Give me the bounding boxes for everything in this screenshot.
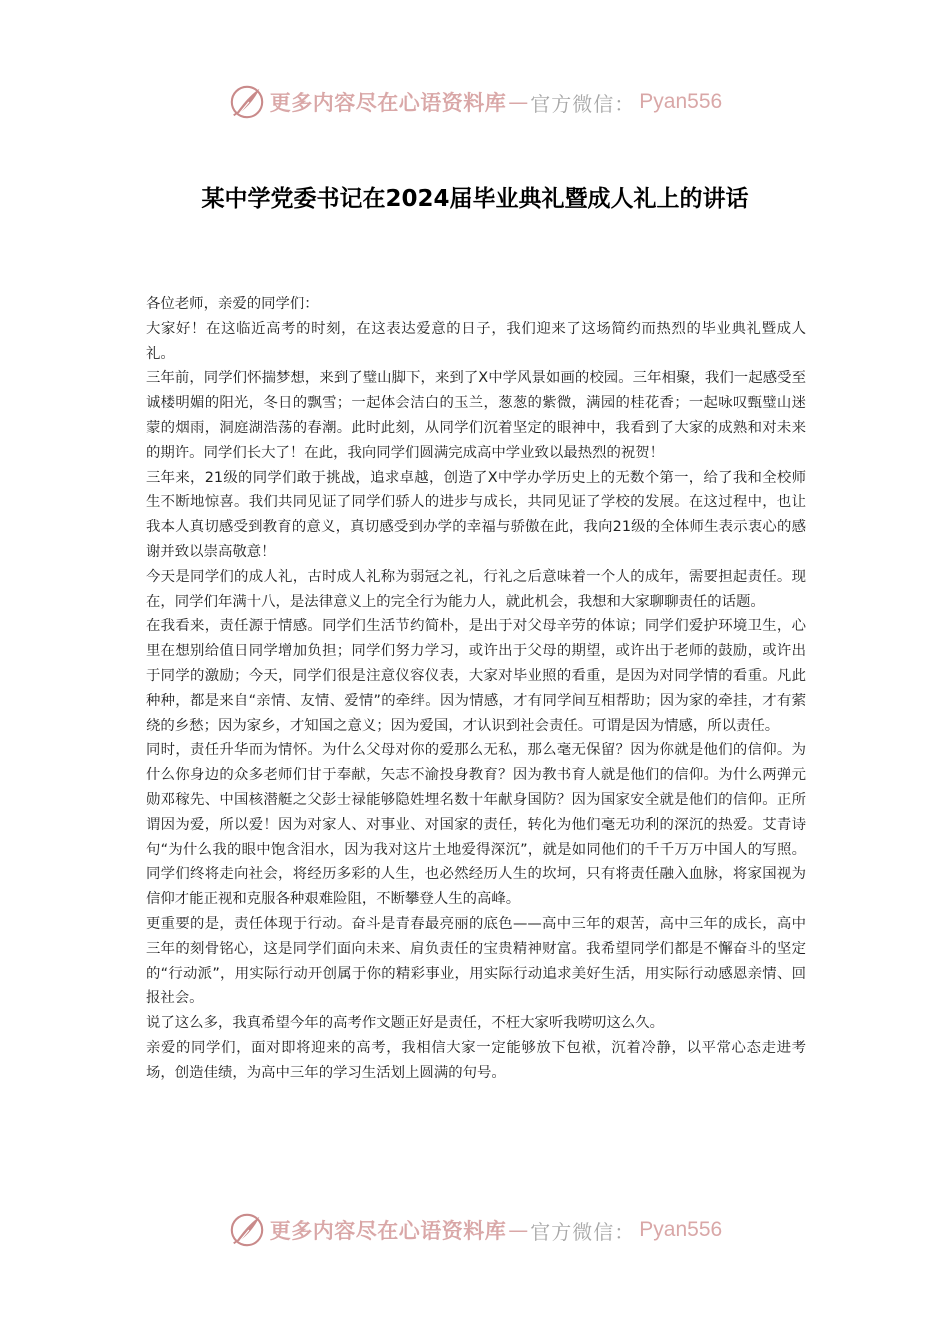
watermark-channel-text: 官方微信： <box>530 91 636 116</box>
document-title: 某中学党委书记在2024届毕业典礼暨成人礼上的讲话 <box>201 186 749 212</box>
body-paragraph: 说了这么多，我真希望今年的高考作文题正好是责任，不枉大家听我唠叨这么久。 <box>146 1015 665 1032</box>
body-paragraph: 三年前，同学们怀揣梦想，来到了璧山脚下，来到了X中学风景如画的校园。三年相聚，我们一起感受至诚楼明媚的阳光，冬日的飘雪；一起体会洁白的玉兰，葱葱的紫微，满园的桂花香；一起咏叹甄璧山迷蒙的烟雨，洞庭湖浩荡的春潮。此时此刻，从同学们沉着坚定的眼神中，我看到了大家的成熟和对未来的期许。同学们长大了！在此，我向同学们圆满完成高中学业致以最热烈的祝贺！ <box>146 370 806 461</box>
body-paragraph: 在我看来，责任源于情感。同学们生活节约简朴，是出于对父母辛劳的体谅；同学们爱护环境卫生，心里在想别给值日同学增加负担；同学们努力学习，或许出于父母的期望，或许出于老师的鼓励，或许出于同学的激励；今天，同学们很是注意仪容仪表，大家对毕业照的看重，是因为对同学情的看重。凡此种种，都是来自“亲情、友情、爱情”的牵绊。因为情感，才有同学间互相帮助；因为家的牵挂，才有萦绕的乡愁；因为家乡，才知国之意义；因为爱国，才认识到社会责任。可谓是因为情感，所以责任。 <box>146 618 806 734</box>
body-paragraph: 同时，责任升华而为情怀。为什么父母对你的爱那么无私，那么毫无保留？因为你就是他们的信仰。为什么你身边的众多老师们甘于奉献，矢志不渝投身教育？因为教书育人就是他们的信仰。为什么两弹元勋邓稼先、中国核潜艇之父彭士禄能够隐姓埋名数十年献身国防？因为国家安全就是他们的信仰。正所谓因为爱，所以爱！因为对家人、对事业、对国家的责任，转化为他们毫无功利的深沉的热爱。艾青诗句“为什么我的眼中饱含泪水，因为我对这片土地爱得深沉”，就是如同他们的千千万万中国人的写照。同学们终将走向社会，将经历多彩的人生，也必然经历人生的坎坷，只有将责任融入血脉，将家国视为信仰才能正视和克服各种艰难险阻，不断攀登人生的高峰。 <box>146 742 806 908</box>
watermark-brand-text: 更多内容尽在心语资料库 <box>269 1218 507 1243</box>
watermark-channel-text: 官方微信： <box>530 1219 636 1244</box>
quill-pen-logo-icon <box>228 1211 266 1249</box>
footer-watermark <box>0 1210 950 1250</box>
watermark-account-id: Pyan556 <box>639 1218 723 1241</box>
watermark-account-id: Pyan556 <box>639 90 723 113</box>
header-watermark <box>0 82 950 122</box>
watermark-brand-text: 更多内容尽在心语资料库 <box>269 90 507 115</box>
body-paragraph: 今天是同学们的成人礼，古时成人礼称为弱冠之礼，行礼之后意味着一个人的成年，需要担起责任。现在，同学们年满十八，是法律意义上的完全行为能力人，就此机会，我想和大家聊聊责任的话题。 <box>146 568 806 610</box>
watermark-separator: — <box>508 90 529 114</box>
watermark-separator: — <box>508 1218 529 1242</box>
body-paragraph: 更重要的是，责任体现于行动。奋斗是青春最亮丽的底色——高中三年的艰苦，高中三年的成长，高中三年的刻骨铭心，这是同学们面向未来、肩负责任的宝贵精神财富。我希望同学们都是不懈奋斗的坚定的“行动派”，用实际行动开创属于你的精彩事业，用实际行动追求美好生活，用实际行动感恩亲情、回报社会。 <box>146 915 806 1007</box>
closing-paragraph: 亲爱的同学们，面对即将迎来的高考，我相信大家一定能够放下包袱，沉着冷静，以平常心态走进考场，创造佳绩，为高中三年的学习生活划上圆满的句号。 <box>146 1039 806 1081</box>
body-paragraph: 大家好！在这临近高考的时刻，在这表达爱意的日子，我们迎来了这场简约而热烈的毕业典礼暨成人礼。 <box>146 320 806 362</box>
salutation-paragraph: 各位老师，亲爱的同学们： <box>146 296 319 312</box>
body-paragraph: 三年来，21级的同学们敢于挑战，追求卓越，创造了X中学办学历史上的无数个第一，给了我和全校师生不断地惊喜。我们共同见证了同学们骄人的进步与成长，共同见证了学校的发展。在这过程中，也让我本人真切感受到教育的意义，真切感受到办学的幸福与骄傲在此，我向21级的全体师生表示衷心的感谢并致以崇高敬意！ <box>146 469 806 560</box>
document-body <box>146 292 806 1086</box>
quill-pen-logo-icon <box>228 83 266 121</box>
